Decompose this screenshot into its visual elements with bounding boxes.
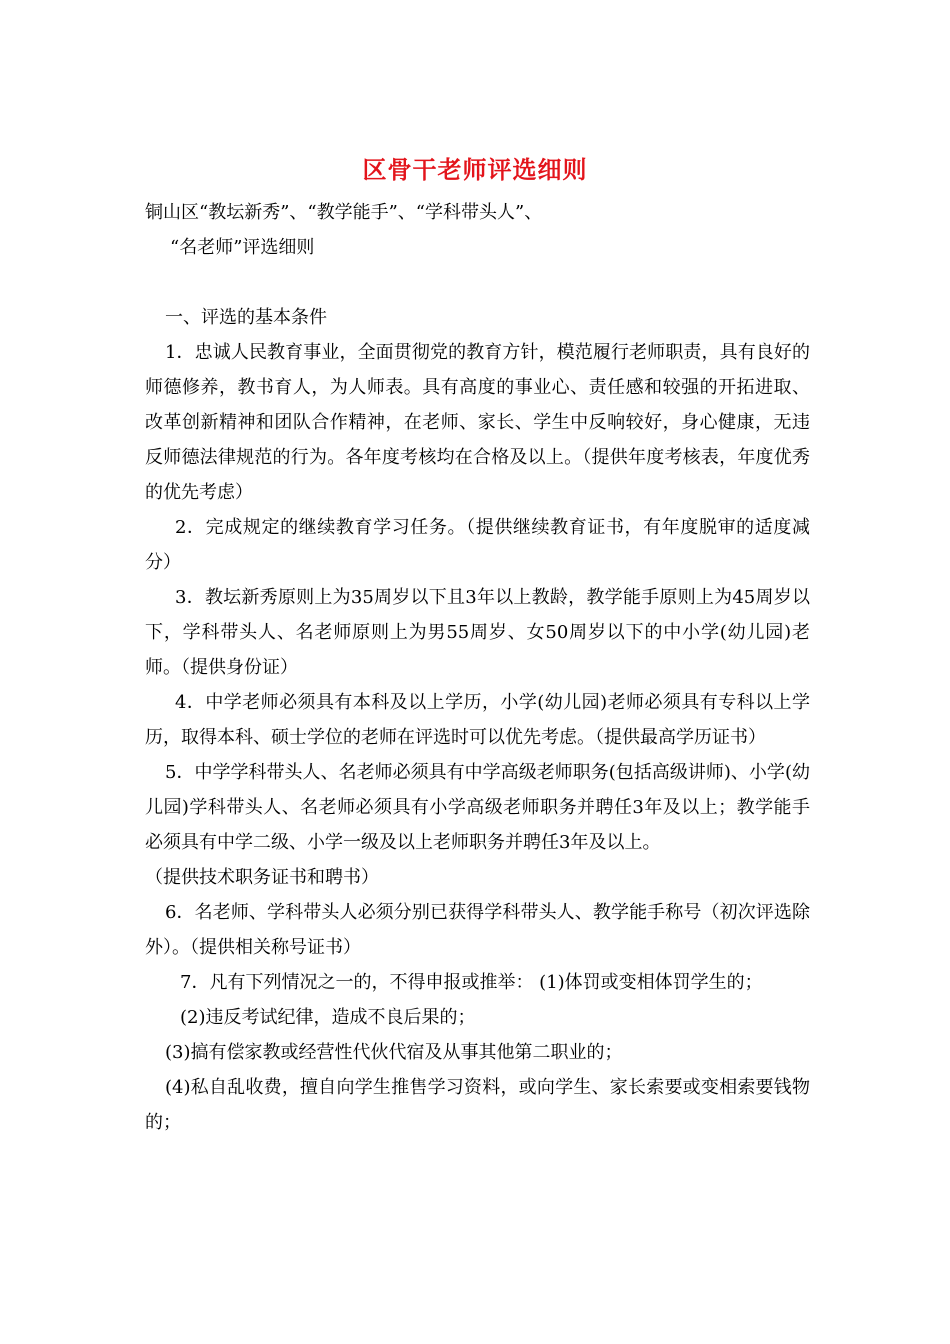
list-item: 6．名老师、学科带头人必须分别已获得学科带头人、教学能手称号（初次评选除外）。（提供相关称号证书） bbox=[145, 902, 810, 958]
list-item: 5．中学学科带头人、名老师必须具有中学高级老师职务(包括高级讲师)、小学(幼儿园)学科带头人、名老师必须具有小学高级老师职务并聘任3年及以上；教学能手必须具有中学二级、小学一级及以上老师职务并聘任3年及以上。 bbox=[145, 762, 810, 853]
list-item: (4)私自乱收费，擅自向学生推售学习资料，或向学生、家长索要或变相索要钱物的； bbox=[145, 1077, 810, 1133]
section-heading: 一、评选的基本条件 bbox=[165, 307, 327, 328]
blank-line bbox=[145, 265, 810, 300]
document-body bbox=[145, 195, 810, 1140]
subtitle-line-1: 铜山区“教坛新秀”、“教学能手”、“学科带头人”、 bbox=[145, 202, 543, 223]
list-item: 7．凡有下列情况之一的，不得申报或推举： (1)体罚或变相体罚学生的； bbox=[180, 972, 763, 993]
list-item: 3．教坛新秀原则上为35周岁以下且3年以上教龄，教学能手原则上为45周岁以下，学科带头人、名老师原则上为男55周岁、女50周岁以下的中小学(幼儿园)老师。（提供身份证） bbox=[145, 587, 810, 678]
list-item: (3)搞有偿家教或经营性代伙代宿及从事其他第二职业的； bbox=[165, 1042, 623, 1063]
list-item: 4．中学老师必须具有本科及以上学历，小学(幼儿园)老师必须具有专科以上学历，取得本科、硕士学位的老师在评选时可以优先考虑。（提供最高学历证书） bbox=[145, 692, 810, 748]
document-title: 区骨干老师评选细则 bbox=[362, 155, 588, 184]
list-item: 1．忠诚人民教育事业，全面贯彻党的教育方针，模范履行老师职责，具有良好的师德修养，教书育人，为人师表。具有高度的事业心、责任感和较强的开拓进取、改革创新精神和团队合作精神，在老师、家长、学生中反响较好，身心健康，无违反师德法律规范的行为。各年度考核均在合格及以上。（提供年度考核表，年度优秀的优先考虑） bbox=[145, 342, 810, 503]
list-item: 2．完成规定的继续教育学习任务。（提供继续教育证书，有年度脱审的适度减分） bbox=[145, 517, 810, 573]
list-item: （提供技术职务证书和聘书） bbox=[145, 867, 379, 888]
list-item: (2)违反考试纪律，造成不良后果的； bbox=[180, 1007, 476, 1028]
subtitle-line-2: “名老师”评选细则 bbox=[170, 237, 315, 258]
